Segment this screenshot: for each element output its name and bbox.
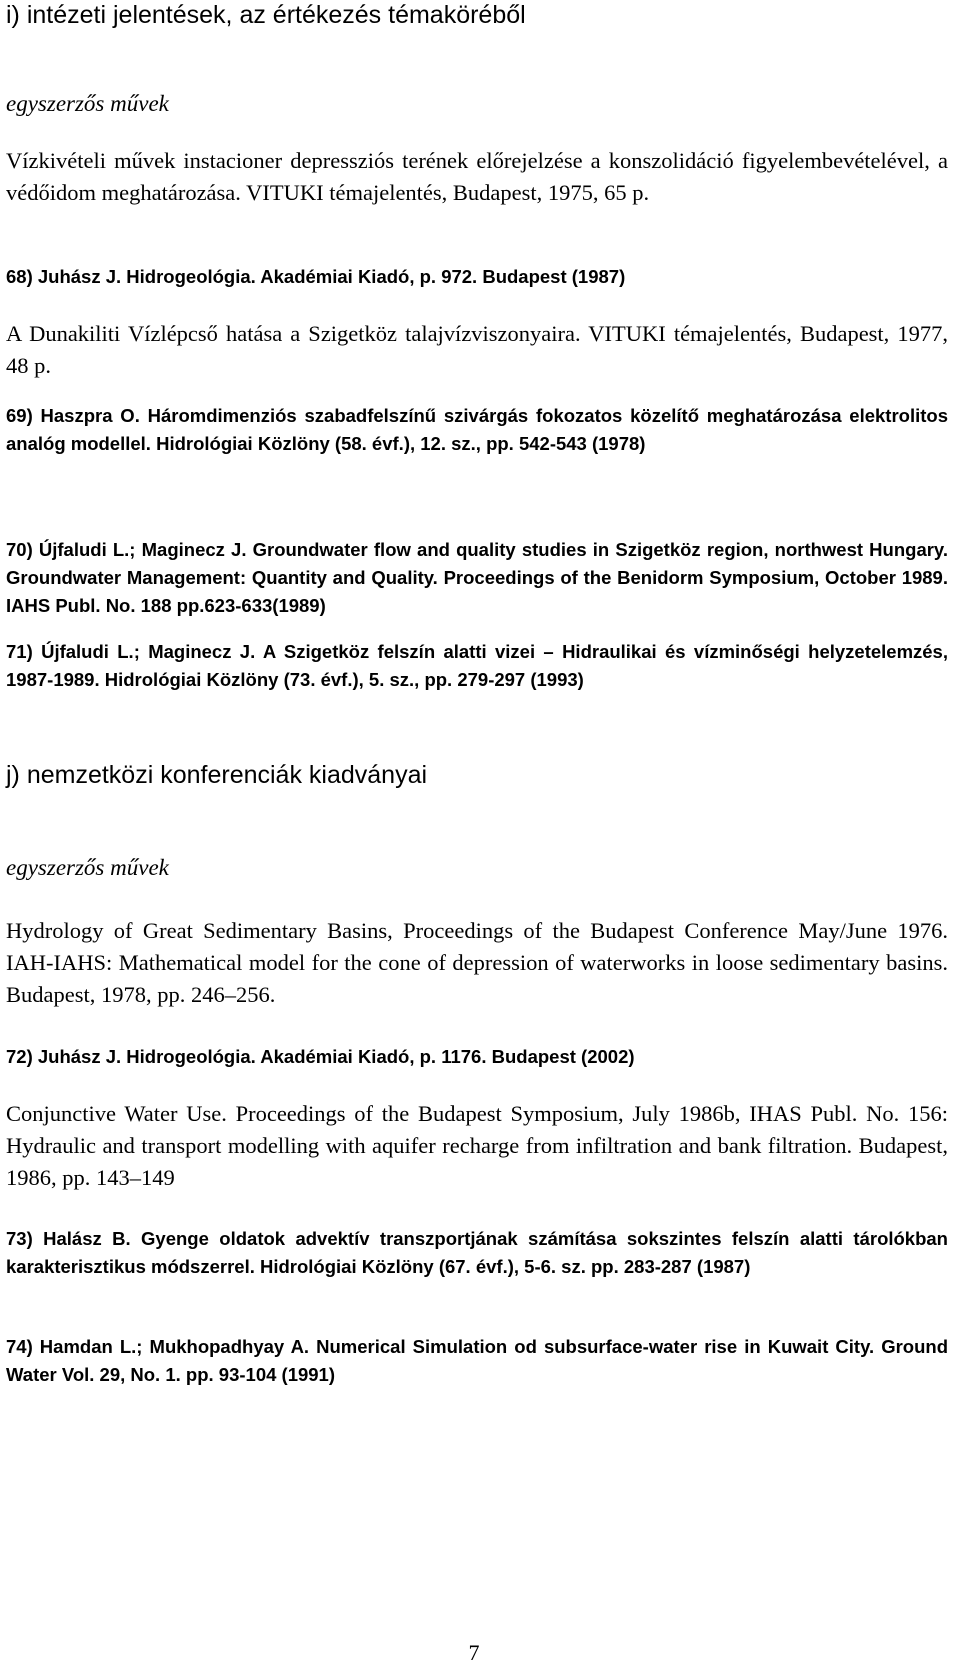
reference-entry-72: 72) Juhász J. Hidrogeológia. Akadémiai Kiadó, p. 1176. Budapest (2002) [6,1046,635,1067]
reference-entry: Conjunctive Water Use. Proceedings of the Budapest Symposium, July 1986b, IHAS Publ. No. 156: Hydraulic and transport modelling with aquifer recharge from infiltration and bank filtration. Budapest, 1986, pp. 143–149 [6,1101,948,1190]
reference-entry-69: 69) Haszpra O. Háromdimenziós szabadfelszínű szivárgás fokozatos közelítő meghatározása elektrolitos analóg modellel. Hidrológiai Közlöny (58. évf.), 12. sz., pp. 542-543 (1978) [6,405,948,454]
reference-entry: Vízkivételi művek instacioner depressziós terének előrejelzése a konszolidáció figyelembevételével, a védőidom meghatározása. VITUKI témajelentés, Budapest, 1975, 65 p. [6,148,948,205]
section-heading-i: i) intézeti jelentések, az értékezés témaköréből [6,1,526,29]
reference-entry: Hydrology of Great Sedimentary Basins, Proceedings of the Budapest Conference May/June 1976. IAH-IAHS: Mathematical model for the cone of depression of waterworks in loose sedimentary basins. Budapest, 1978, pp. 246–256. [6,918,948,1007]
reference-entry: A Dunakiliti Vízlépcső hatása a Szigetköz talajvízviszonyaira. VITUKI témajelentés, Budapest, 1977, 48 p. [6,321,948,378]
section-subheading-i: egyszerzős művek [6,91,169,116]
reference-entry-71: 71) Újfaludi L.; Maginecz J. A Szigetköz felszín alatti vizei – Hidraulikai és vízminőségi helyzetelemzés, 1987-1989. Hidrológiai Közlöny (73. évf.), 5. sz., pp. 279-297 (1993) [6,641,948,690]
section-heading-j: j) nemzetközi konferenciák kiadványai [6,761,428,789]
section-subheading-j: egyszerzős művek [6,855,169,880]
document-page [6,0,954,1669]
reference-entry-70: 70) Újfaludi L.; Maginecz J. Groundwater flow and quality studies in Szigetköz region, northwest Hungary. Groundwater Management: Quantity and Quality. Proceedings of the Benidorm Symposium, October 1989. IAHS Publ. No. 188 pp.623-633(1989) [6,539,948,616]
reference-entry-74: 74) Hamdan L.; Mukhopadhyay A. Numerical Simulation od subsurface-water rise in Kuwait City. Ground Water Vol. 29, No. 1. pp. 93-104 (1991) [6,1336,948,1385]
reference-entry-73: 73) Halász B. Gyenge oldatok advektív transzportjának számítása sokszintes felszín alatti tárolókban karakterisztikus módszerrel. Hidrológiai Közlöny (67. évf.), 5-6. sz. pp. 283-287 (1987) [6,1228,948,1277]
page-number: 7 [468,1640,480,1665]
reference-entry-68: 68) Juhász J. Hidrogeológia. Akadémiai Kiadó, p. 972. Budapest (1987) [6,266,626,287]
